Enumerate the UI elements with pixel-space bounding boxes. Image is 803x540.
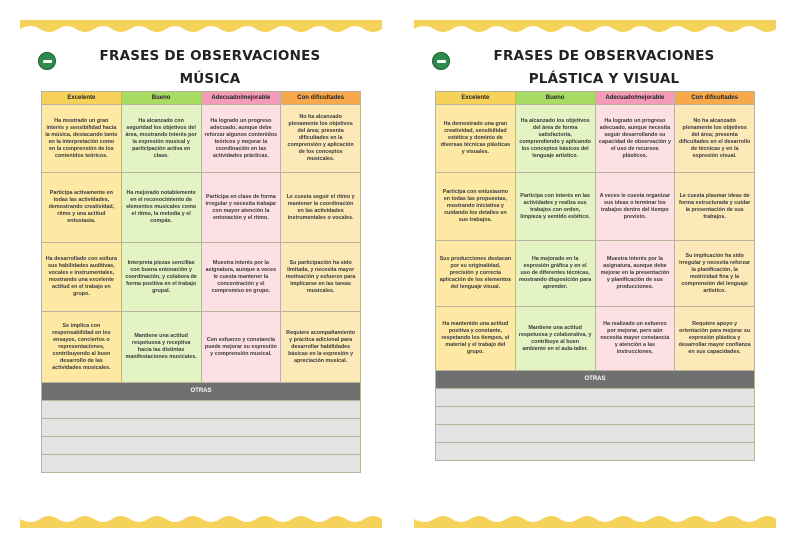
table-row xyxy=(436,173,755,241)
table-cell: Ha alcanzado con seguridad los objetivos del área, mostrando interés por la expresión musical y participación activa en clase. xyxy=(121,105,201,173)
column-header-bueno: Bueno xyxy=(515,92,595,105)
table-cell: No ha alcanzado plenamente los objetivos del área; presenta dificultades en la comprensión y aplicación de los conceptos musicales. xyxy=(281,105,361,173)
table-cell: Mantiene una actitud respetuosa y receptiva hacia las distintas manifestaciones musicales. xyxy=(121,312,201,383)
blank-note-line[interactable] xyxy=(436,389,755,407)
column-header-adecuado: Adecuado/mejorable xyxy=(595,92,675,105)
table-cell: Ha logrado un progreso adecuado, aunque necesita seguir desarrollando su capacidad de observación y el uso de recursos plásticos. xyxy=(595,105,675,173)
table-cell: Ha demostrado una gran creatividad, sensibilidad estética y dominio de diversas técnicas plásticas y visuales. xyxy=(436,105,516,173)
table-cell: Le cuesta seguir el ritmo y mantener la coordinación en las actividades instrumentales o vocales. xyxy=(281,173,361,243)
column-header-dificultades: Con dificultades xyxy=(281,92,361,105)
table-row xyxy=(42,173,361,243)
table-row xyxy=(42,312,361,383)
blank-note-line[interactable] xyxy=(436,425,755,443)
table-cell: Requiere apoyo y orientación para mejorar su expresión plástica y desarrollar mayor confianza en sus capacidades. xyxy=(675,307,755,371)
table-cell: Su participación ha sido limitada, y necesita mayor motivación y esfuerzo para implicarse en las tareas musicales. xyxy=(281,243,361,312)
table-cell: Sus producciones destacan por su originalidad, precisión y correcta aplicación de los elementos del lenguaje visual. xyxy=(436,241,516,307)
otras-row xyxy=(436,371,755,389)
page-title-subject: MÚSICA xyxy=(179,71,241,87)
table-cell: Mantiene una actitud respetuosa y colaborativa, y contribuye al buen ambiente en el aula-taller. xyxy=(515,307,595,371)
column-header-dificultades: Con dificultades xyxy=(675,92,755,105)
column-header-adecuado: Adecuado/mejorable xyxy=(201,92,281,105)
school-logo-icon xyxy=(432,52,450,70)
table-cell: Participa con interés en las actividades y realiza sus trabajos con orden, limpieza y sentido estético. xyxy=(515,173,595,241)
blank-note-line[interactable] xyxy=(436,407,755,425)
table-cell: Ha realizado un esfuerzo por mejorar, pero aún necesita mayor constancia y atención a las instrucciones. xyxy=(595,307,675,371)
worksheet-page-musica xyxy=(20,0,390,540)
table-cell: Con esfuerzo y constancia puede mejorar su expresión y comprensión musical. xyxy=(201,312,281,383)
blank-note-row[interactable] xyxy=(42,455,361,473)
table-row xyxy=(42,243,361,312)
blank-note-line[interactable] xyxy=(42,455,361,473)
blank-note-row[interactable] xyxy=(436,407,755,425)
table-cell: Ha mostrado un gran interés y sensibilidad hacia la música, destacando tanto en la interpretación como en la comprensión de los contenidos teóricos. xyxy=(42,105,122,173)
bottom-wave-border xyxy=(414,514,776,528)
table-cell: Participa con entusiasmo en todas las propuestas, mostrando iniciativa y cuidando los detalles en sus trabajos. xyxy=(436,173,516,241)
page-title-line1: FRASES DE OBSERVACIONES xyxy=(99,48,321,64)
column-header-excelente: Excelente xyxy=(436,92,516,105)
table-cell: No ha alcanzado plenamente los objetivos del área; presenta dificultades en el desarrollo de técnicas y en la expresión visual. xyxy=(675,105,755,173)
table-cell: Requiere acompañamiento y práctica adicional para desarrollar habilidades básicas en la expresión y apreciación musical. xyxy=(281,312,361,383)
observations-table xyxy=(435,91,755,461)
column-header-excelente: Excelente xyxy=(42,92,122,105)
table-row xyxy=(436,105,755,173)
table-cell: Participa en clase de forma irregular y necesita trabajar con mayor atención la entonación y el ritmo. xyxy=(201,173,281,243)
otras-label: OTRAS xyxy=(436,371,755,389)
bottom-wave-border xyxy=(20,514,382,528)
table-cell: A veces le cuesta organizar sus ideas o terminar los trabajos dentro del tiempo previsto. xyxy=(595,173,675,241)
blank-note-row[interactable] xyxy=(436,425,755,443)
blank-note-line[interactable] xyxy=(42,401,361,419)
blank-note-row[interactable] xyxy=(42,437,361,455)
top-wave-border xyxy=(414,20,776,34)
table-cell: Ha desarrollado con soltura sus habilidades auditivas, vocales e instrumentales, mostrando una excelente actitud en el trabajo en grupo. xyxy=(42,243,122,312)
table-cell: Interpreta piezas sencillas con buena entonación y coordinación, y colabora de forma positiva en el trabajo grupal. xyxy=(121,243,201,312)
table-cell: Ha mejorado en la expresión gráfica y en el uso de diferentes técnicas, mostrando disposición para aprender. xyxy=(515,241,595,307)
blank-note-row[interactable] xyxy=(436,389,755,407)
blank-note-line[interactable] xyxy=(42,419,361,437)
page-title-subject: PLÁSTICA Y VISUAL xyxy=(528,71,680,87)
table-row xyxy=(436,241,755,307)
top-wave-border xyxy=(20,20,382,34)
table-cell: Ha mejorado notablemente en el reconocimiento de elementos musicales como el ritmo, la melodía y el compás. xyxy=(121,173,201,243)
table-cell: Su implicación ha sido irregular y necesita reforzar la planificación, la motricidad fina y la comprensión del lenguaje artístico. xyxy=(675,241,755,307)
page-title-line1: FRASES DE OBSERVACIONES xyxy=(493,48,715,64)
school-logo-icon xyxy=(38,52,56,70)
blank-note-row[interactable] xyxy=(42,401,361,419)
table-cell: Participa activamente en todas las actividades, demostrando creatividad, ritmo y una actitud entusiasta. xyxy=(42,173,122,243)
otras-row xyxy=(42,383,361,401)
table-cell: Muestra interés por la asignatura, aunque a veces le cuesta mantener la concentración y el compromiso en grupo. xyxy=(201,243,281,312)
observations-table xyxy=(41,91,361,473)
table-row xyxy=(42,105,361,173)
table-row xyxy=(436,307,755,371)
worksheet-page-plastica xyxy=(414,0,784,540)
otras-label: OTRAS xyxy=(42,383,361,401)
table-cell: Ha mantenido una actitud positiva y constante, respetando los tiempos, el material y el trabajo del grupo. xyxy=(436,307,516,371)
table-cell: Se implica con responsabilidad en los ensayos, conciertos o representaciones, contribuyendo al buen desarrollo de las actividades musicales. xyxy=(42,312,122,383)
table-cell: Le cuesta plasmar ideas de forma estructurada y cuidar la presentación de sus trabajos. xyxy=(675,173,755,241)
blank-note-line[interactable] xyxy=(42,437,361,455)
table-cell: Ha alcanzado los objetivos del área de forma satisfactoria, comprendiendo y aplicando los conceptos básicos del lenguaje artístico. xyxy=(515,105,595,173)
blank-note-row[interactable] xyxy=(436,443,755,461)
header-row xyxy=(436,92,755,105)
table-cell: Ha logrado un progreso adecuado, aunque debe reforzar algunos contenidos teóricos y mejorar la coordinación en las actividades prácticas. xyxy=(201,105,281,173)
table-cell: Muestra interés por la asignatura, aunque debe mejorar en la presentación y planificación de sus producciones. xyxy=(595,241,675,307)
blank-note-row[interactable] xyxy=(42,419,361,437)
header-row xyxy=(42,92,361,105)
blank-note-line[interactable] xyxy=(436,443,755,461)
column-header-bueno: Bueno xyxy=(121,92,201,105)
